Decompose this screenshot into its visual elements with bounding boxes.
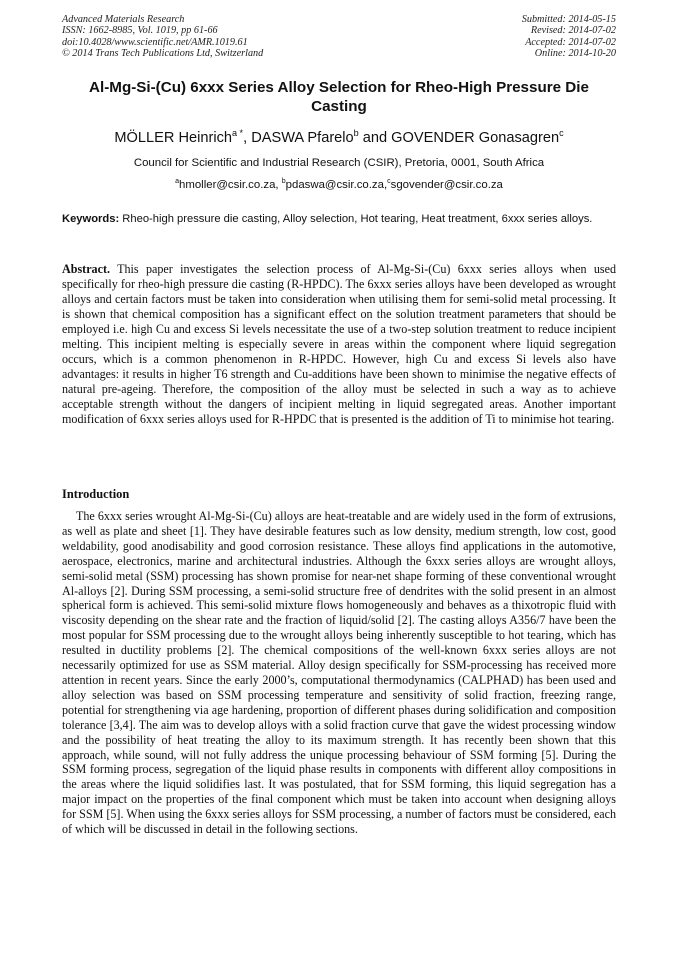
introduction-body [62, 509, 616, 837]
author-name: MÖLLER Heinrich [114, 130, 232, 146]
abstract-label: Abstract. [62, 262, 111, 276]
introduction-heading: Introduction [62, 487, 130, 501]
author-affiliation-mark: a * [232, 128, 244, 139]
accepted-date: Accepted: 2014-07-02 [525, 36, 616, 48]
online-date: Online: 2014-10-20 [534, 48, 616, 60]
author-separator: and [358, 130, 392, 146]
author-affiliation-mark: c [559, 128, 564, 139]
introduction-text: The 6xxx series wrought Al-Mg-Si-(Cu) alloys are heat-treatable and are widely used in the form of extrusions, as well as plate and sheet [1]. They have desirable features such as low density, medium strength, low cost, good weldability, good anodisability and good corrosion resistance. These alloys find applications in the automotive, aerospace, electronics, marine and architectural industries. Although the 6xxx series alloys are wrought alloys, semi-solid metal (SSM) processing has shown promise for near-net shape forming of these conventional wrought Al-alloys [2]. During SSM processing, a semi-solid structure free of dendrites with the solid present in an almost spherical form is achieved. This semi-solid mixture flows homogeneously and behaves as a thixotropic fluid with viscosity depending on the shear rate and the fraction of liquid/solid [2]. The casting alloys A356/7 have been the most popular for SSM processing due to the wrought alloys being inherently susceptible to hot tearing, which has resulted in ductility problems [2]. The chemical compositions of the well-known 6xxx series alloys are not necessarily optimized for use as SSM material. Alloy design specifically for SSM-processing has received more attention in recent years. Since the early 2000’s, computational thermodynamics (CALPHAD) has been used and alloy selection was based on SSM processing temperature and sensitivity of solid fraction, freezing range, potential for strengthening via age hardening, proportion of different phases during solidification and composition tolerance [3,4]. The aim was to develop alloys with a solid fraction curve that gave the widest processing window and the possibility of heat treating the alloy to its maximum strength. It has recently been shown that this approach, while sound, will not fully address the unique processing behaviour of SSM forming [5]. During the SSM forming process, segregation of the liquid phase results in components with different alloy compositions in the areas where the liquid solidifies last. It was postulated, that for SSM forming, this liquid segregation has a major impact on the properties of the final component which must be taken into account when designing alloys for SSM [5]. When using the 6xxx series alloys for SSM processing, a number of factors must be considered, each of which will be discussed in detail in the following sections. [62, 509, 616, 837]
email-link[interactable]: pdaswa@csir.co.za, [285, 179, 388, 191]
author-line [62, 129, 616, 147]
abstract-block [62, 262, 616, 426]
issn-line: ISSN: 1662-8985, Vol. 1019, pp 61-66 [62, 25, 218, 37]
author-name: DASWA Pfarelo [251, 130, 354, 146]
email-line [62, 178, 616, 192]
journal-name: Advanced Materials Research [62, 14, 185, 25]
keywords-label: Keywords: [62, 213, 120, 225]
email-mark: b [281, 178, 286, 186]
keywords-text: Rheo-high pressure die casting, Alloy selection, Hot tearing, Heat treatment, 6xxx series alloys. [119, 213, 593, 225]
email-link[interactable]: sgovender@csir.co.za [390, 179, 503, 191]
abstract-text: This paper investigates the selection process of Al-Mg-Si-(Cu) 6xxx series alloys when used specifically for rheo-high pressure die casting (R-HPDC). The 6xxx series alloys have been developed as wrought alloys and certain factors must be taken into consideration when utilising them for semi-solid metal processing. It is shown that chemical composition has a significant effect on the solution treatment parameters that should be employed i.e. high Cu and excess Si levels necessitate the use of a two-step solution treatment to reduce incipient melting. This incipient melting is especially severe in areas within the component where liquid segregation occurs, which is a common phenomenon in R-HPDC. However, high Cu and excess Si levels also have advantages: it results in higher T6 strength and Cu-additions have been shown to minimise the negative effects of natural pre-ageing. Therefore, the composition of the alloy must be selected in such a way as to achieve acceptable strength without the dangers of incipient melting in liquid segregated areas. Another important modification of 6xxx series alloys used for R-HPDC that is presented is the addition of Ti to minimise hot tearing. [62, 262, 616, 426]
doi-line[interactable]: doi:10.4028/www.scientific.net/AMR.1019.61 [62, 36, 248, 48]
email-mark: a [175, 178, 180, 186]
keywords-block [62, 212, 616, 227]
email-link[interactable]: hmoller@csir.co.za, [179, 179, 282, 191]
journal-header-right [522, 14, 616, 60]
journal-header-left [62, 14, 263, 60]
revised-date: Revised: 2014-07-02 [530, 25, 616, 37]
paper-title: Al-Mg-Si-(Cu) 6xxx Series Alloy Selection for Rheo-High Pressure Die Casting [89, 79, 589, 115]
author-affiliation-mark: b [353, 128, 359, 139]
author-name: GOVENDER Gonasagren [391, 130, 560, 146]
email-mark: c [387, 178, 391, 186]
author-separator: , [243, 130, 252, 146]
copyright-line: © 2014 Trans Tech Publications Ltd, Switzerland [62, 48, 264, 60]
submitted-date: Submitted: 2014-05-15 [521, 14, 616, 25]
affiliation: Council for Scientific and Industrial Research (CSIR), Pretoria, 0001, South Africa [133, 157, 545, 169]
